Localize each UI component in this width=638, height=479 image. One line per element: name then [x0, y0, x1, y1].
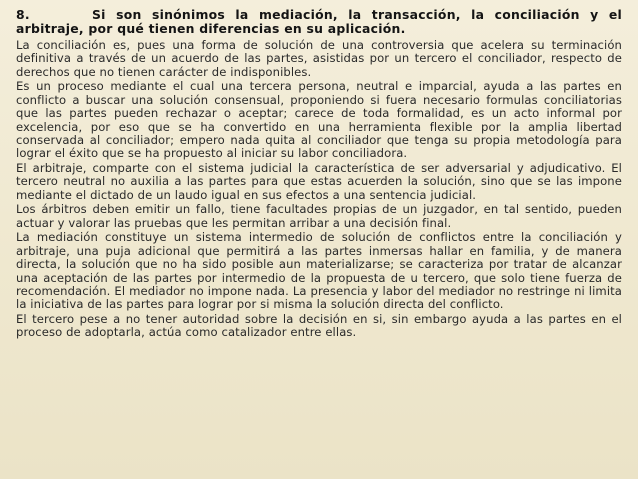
- paragraph-conciliation-process: Es un proceso mediante el cual una tercera persona, neutral e imparcial, ayuda a las partes en conflicto a buscar una solución consensual, proponiendo si fuera necesario formulas conciliatorias que las partes pueden rechazar o aceptar; carece de toda formalidad, es un acto informal por excelencia, por eso que se ha convertido en una herramienta flexible por la amplia libertad conservada al conciliador; empero nada quita al conciliador que tenga su propia metodología para lograr el éxito que se ha propuesto al iniciar su labor conciliadora.: [16, 79, 622, 161]
- title-text: Si son sinónimos la mediación, la transacción, la conciliación y el arbitraje, por qué tienen diferencias en su aplicación.: [16, 7, 622, 37]
- paragraph-arbitrators: Los árbitros deben emitir un fallo, tiene facultades propias de un juzgador, en tal sentido, pueden actuar y valorar las pruebas que les permitan arribar a una decisión final.: [16, 202, 622, 230]
- title-number: 8.: [16, 7, 30, 22]
- paragraph-mediation: La mediación constituye un sistema intermedio de solución de conflictos entre la conciliación y arbitraje, una puja adicional que permitirá a las partes inmersas hallar en familia, y de manera directa, la solución que no ha sido posible aun materializarse; se caracteriza por tratar de alcanzar una aceptación de las partes por intermedio de la propuesta de u tercero, que solo tiene fuerza de recomendación. El mediador no impone nada. La presencia y labor del mediador no restringe ni limita la iniciativa de las partes para lograr por si misma la solución directa del conflicto.: [16, 230, 622, 312]
- slide-title: [16, 8, 622, 37]
- paragraph-conciliation-definition: La conciliación es, pues una forma de solución de una controversia que acelera su terminación definitiva a través de un acuerdo de las partes, asistidas por un tercero el conciliador, respecto de derechos que no tienen carácter de indisponibles.: [16, 37, 622, 79]
- paragraph-third-party: El tercero pese a no tener autoridad sobre la decisión en si, sin embargo ayuda a las partes en el proceso de adoptarla, actúa como catalizador entre ellas.: [16, 311, 622, 340]
- paragraph-arbitration: El arbitraje, comparte con el sistema judicial la característica de ser adversarial y adjudicativo. El tercero neutral no auxilia a las partes para que estas acuerden la solución, sino que se las impone mediante el dictado de un laudo igual en sus efectos a una sentencia judicial.: [16, 160, 622, 202]
